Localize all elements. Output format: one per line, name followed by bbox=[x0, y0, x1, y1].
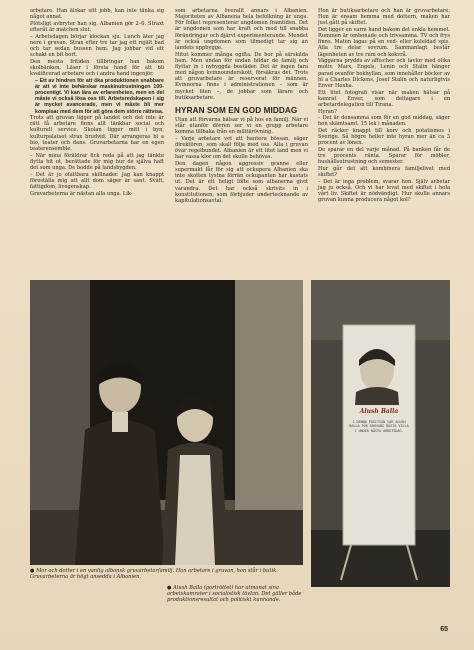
paragraph: Plötsligt avbryter han sig. Albanien gör 2–0. Straxt efteråt är matchen slut. bbox=[30, 20, 164, 33]
paragraph: – Det är inga problem, svarar hon. Själv arbetar jag ju också. Och vi har levat med skiftet i hela vårt liv. Skiftet är nödvändigt. Hur skulle annars gruvan kunna producera något kol? bbox=[318, 178, 450, 204]
paragraph: Den mesta fritiden tillbringar han bakom skolbänken. Läser i första hand för att bli kvalificerad arbetare och i andra hand ingenjör. bbox=[30, 58, 164, 78]
paragraph: Hitut kommer många ogifta. De bor på särskilda hem. Men undan för undan bildar de familj och flyttar in i nybyggda bostäder. Det är ingen fara med någon kvinnounderskott, försäkras det. Trots att gruvarbetare är reserverat för männen. Kvinnorna finns i administrationen – som är mycket liten –, de jobbar som lärare och butiksarbetare. bbox=[175, 51, 308, 101]
paragraph: arbetare. Han älskar sitt jobb, kan inte tänka sig något annat. bbox=[30, 8, 164, 21]
paragraph: Det ligger en varm hand bakom det enkla hemmet. Rummen är ombonade och trivsamma. TV och frys finns. Maten lagas på en ved- eller koleldad spis. Alla tre delar sovrum. Sammanlagt består lägenheten av tre rum och kokvrå. bbox=[318, 26, 450, 58]
paragraph: Gruvarbeterna är nästan alla unga. Lik- bbox=[30, 190, 133, 197]
paragraph: – Varje arbetare vet att hantera bössan, säger direktören, som skall följa med oss. Alla i gruvan övar regelbundet. Albanien är ett litet land men vi har vassa klor om det skulle behövas. bbox=[175, 135, 308, 161]
text-column-1 bbox=[30, 8, 164, 197]
paragraph: Det räcker knappt till korv och potatismos i Sverige. Så högre heller inte hyran mer än ca 3 procent av lönen. bbox=[318, 127, 450, 147]
poster-name: Alush Balla bbox=[359, 408, 399, 415]
paragraph: Hon är butiksarbetare och han är gruvarbetare. Hon är ensam hemma med dottern, maken har just gått på skiftet. bbox=[318, 8, 450, 27]
paragraph: De sparar en del varje månad. På banken får de tre procents ränta. Sparar för möbler, hushållsutrustning och semester. bbox=[318, 146, 450, 166]
paragraph: Utan att förvarna hälsar vi på hos en familj. När vi står utanför dörren ser vi en grupp arbetare komma tillbaka från en militärövning. bbox=[175, 116, 308, 136]
text-column-2 bbox=[175, 8, 308, 205]
section-headline: HYRAN SOM EN GOD MIDDAG bbox=[175, 105, 298, 115]
paragraph: – Det är densamma som för en god middag, säger hon skämtsamt. 15 lek i månaden. bbox=[318, 115, 450, 128]
paragraph: – När mina föräldrar fick reda på att jag tänkte flytta hit ut, berättade för mig hur de själva haft det som unga. De bodde på landsbygden. bbox=[30, 152, 164, 171]
photo-caption-alush-balla: ● Alush Balla (porträttet) har utmanat sina arbetskamrater i socialistisk tävlan. Det gäller både produktionsresultat och politiskt kunnande. bbox=[167, 585, 302, 604]
photo-alush-balla-poster bbox=[311, 280, 450, 587]
paragraph: Hur går det att kombinera familjelivet med skiftet? bbox=[318, 165, 450, 179]
paragraph: Trots att gruvan ligger på landet och det inte är rätt få arbetare finns allt tänkbar social och kulturell service. Skolan ligger mitt i byn, kulturpalatset strax bredvid. Där arrangeras bl a bio, teater och dans. Gruvarbetarna har en egen teaterensemble. bbox=[30, 115, 164, 152]
paragraph: Den dagen någon aggressiv granne eller supermakt får för sig att ockupera Albanien ska inte skotten tystna förrän ockupanten har kastats ut. Det är ett heligt löfte som albanerna givit varandra. Det har också skrivits in i konstitutionen, som förbjuder undertecknande av kapitulationsavtal. bbox=[175, 160, 308, 204]
paragraph: Ett litet fotografi visar när maken hälsar på kamrat Enver, som deltagare i en arbetardelegation till Tirana. bbox=[318, 89, 450, 108]
photo-caption-mother-daughter: ● Mor och dotter i en vanlig albansk gruvarbetarfamilj. Han arbetare i gruvan, hon står i butik. Gruvarbeterna är högt ansedda i Albanien. bbox=[30, 568, 278, 581]
paragraph: – Det är jo ofattbara skillnader. Jag kan knappt föreställa mig att allt dom säger är sant. Svält, fattigdom, livegenskap. bbox=[30, 171, 164, 190]
paragraph: Hyran? bbox=[318, 108, 337, 115]
bold-quote: – Ett av hindren för att öka produktionen snabbare är att vi inte behärskar maskinutrustningen 100-procentigt. Vi kan lära av erfarenheten, men en del måste vi också lösa oss till. Arbetsredskapen i sig är mycket avancerade, men vi måste bli mer kompisar med dem för att göra dem större rättvisa. bbox=[35, 77, 164, 115]
poster-text: I DENNA POSITION VAR ALUSH BALLA FÖR GRUVANS BÄSTA VILLA I UNDER NÄSTA ARBETSDAG. bbox=[349, 420, 409, 433]
page-number: 65 bbox=[440, 626, 448, 633]
mother-daughter-image bbox=[30, 280, 303, 565]
paragraph: Väggarna prydds av affischer och tavlor med olika motiv. Marx, Engels, Lenin och Stalin hänger parad ovanför bokhyllan, som innehåller böcker av bl a Charles Dickens, Josef Stalin och naturligtvis Enver Hoxha. bbox=[318, 58, 450, 89]
text-column-3 bbox=[318, 8, 450, 204]
poster-image bbox=[311, 280, 450, 587]
paragraph: – Arbetsdagen börjar klockan sju. Lunch äter jag nere i gruvan. Strax efter tre tar jag ett rejält bad och tar sedan bussen hem. Jag jobbar vid ett schakt en bit bort. bbox=[30, 33, 164, 59]
photo-mother-daughter bbox=[30, 280, 303, 565]
paragraph: som arbetarna överallt annars i Albanien. Majoriteten av Albanena hela befolkning är unga. För folket representerar ungdomen framtiden. Det är ungdomen som har kraft och mod till snabba förändringar och djärvt experimenterande. Mendet är också ungdomen som tilmedigt tar sig an landets uppbygge. bbox=[175, 8, 308, 51]
